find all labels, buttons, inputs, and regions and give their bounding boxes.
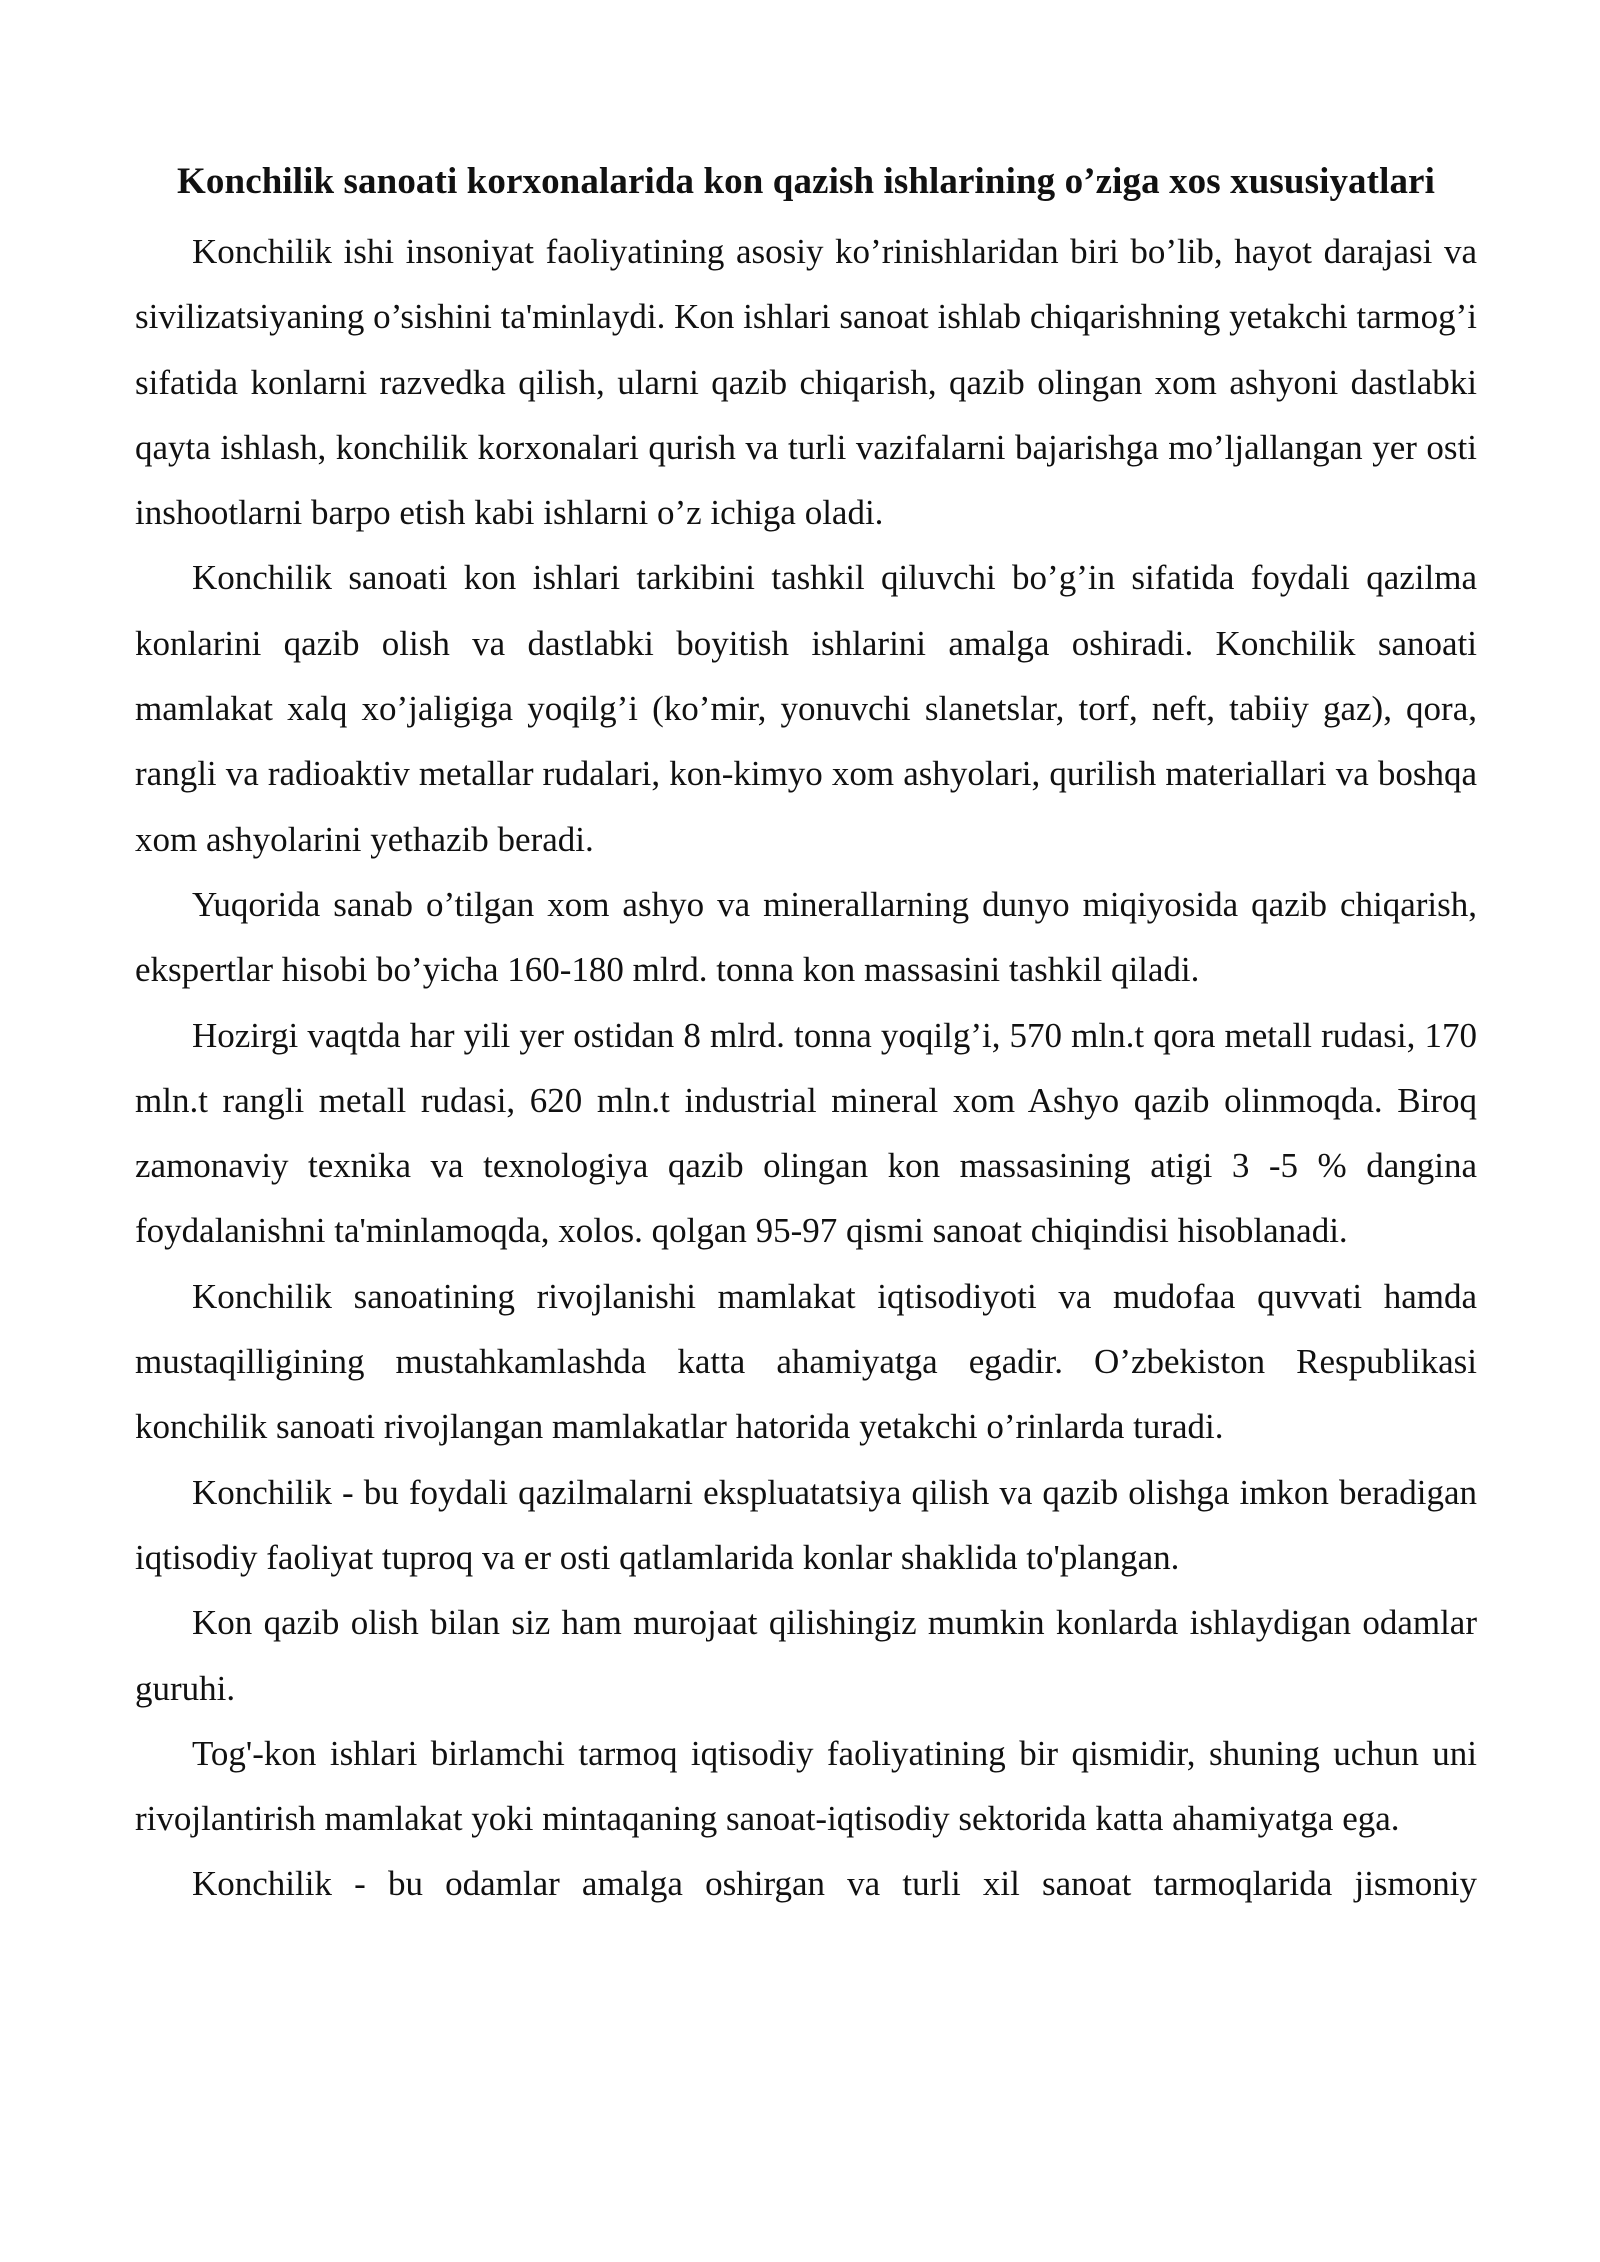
paragraph-9: Konchilik - bu odamlar amalga oshirgan va turli xil sanoat tarmoqlarida jismoniy [192,1864,1477,1904]
paragraph-5: Konchilik sanoatining rivojlanishi mamlakat iqtisodiyoti va mudofaa quvvati hamda mustaqilligining mustahkamlashda katta ahamiyatga egadir. O’zbekiston Respublikasi konchilik sanoati rivojlangan mamlakatlar hatorida yetakchi o’rinlarda turadi. [135,1276,1477,1447]
document-body [135,145,1477,1917]
paragraph-4: Hozirgi vaqtda har yili yer ostidan 8 mlrd. tonna yoqilg’i, 570 mln.t qora metall rudasi, 170 mln.t rangli metall rudasi, 620 mln.t industrial mineral xom Ashyo qazib olinmoqda. Biroq zamonaviy texnika va texnologiya qazib olingan kon massasining atigi 3 -5 % dangina foydalanishni ta'minlamoqda, xolos. qolgan 95-97 qismi sanoat chiqindisi hisoblanadi. [135,1015,1477,1251]
paragraph-6: Konchilik - bu foydali qazilmalarni ekspluatatsiya qilish va qazib olishga imkon beradigan iqtisodiy faoliyat tuproq va er osti qatlamlarida konlar shaklida to'plangan. [135,1472,1477,1577]
paragraph-8: Tog'-kon ishlari birlamchi tarmoq iqtisodiy faoliyatining bir qismidir, shuning uchun uni rivojlantirish mamlakat yoki mintaqaning sanoat-iqtisodiy sektorida katta ahamiyatga ega. [135,1733,1477,1839]
document-title: Konchilik sanoati korxonalarida kon qazish ishlarining o’ziga xos xususiyatlari [177,161,1435,202]
paragraph-7: Kon qazib olish bilan siz ham murojaat qilishingiz mumkin konlarda ishlaydigan odamlar guruhi. [135,1603,1477,1708]
paragraph-2: Konchilik sanoati kon ishlari tarkibini tashkil qiluvchi bo’g’in sifatida foydali qazilma konlarini qazib olish va dastlabki boyitish ishlarini amalga oshiradi. Konchilik sanoati mamlakat xalq xo’jaligiga yoqilg’i (ko’mir, yonuvchi slanetslar, torf, neft, tabiiy gaz), qora, rangli va radioaktiv metallar rudalari, kon-kimyo xom ashyolari, qurilish materiallari va boshqa xom ashyolarini yethazib beradi. [135,558,1477,859]
paragraph-3: Yuqorida sanab o’tilgan xom ashyo va minerallarning dunyo miqiyosida qazib chiqarish, ekspertlar hisobi bo’yicha 160-180 mlrd. tonna kon massasini tashkil qiladi. [135,884,1477,990]
paragraph-1: Konchilik ishi insoniyat faoliyatining asosiy ko’rinishlaridan biri bo’lib, hayot darajasi va sivilizatsiyaning o’sishini ta'minlaydi. Kon ishlari sanoat ishlab chiqarishning yetakchi tarmog’i sifatida konlarni razvedka qilish, ularni qazib chiqarish, qazib olingan xom ashyoni dastlabki qayta ishlash, konchilik korxonalari qurish va turli vazifalarni bajarishga mo’ljallangan yer osti inshootlarni barpo etish kabi ishlarni o’z ichiga oladi. [135,232,1477,533]
